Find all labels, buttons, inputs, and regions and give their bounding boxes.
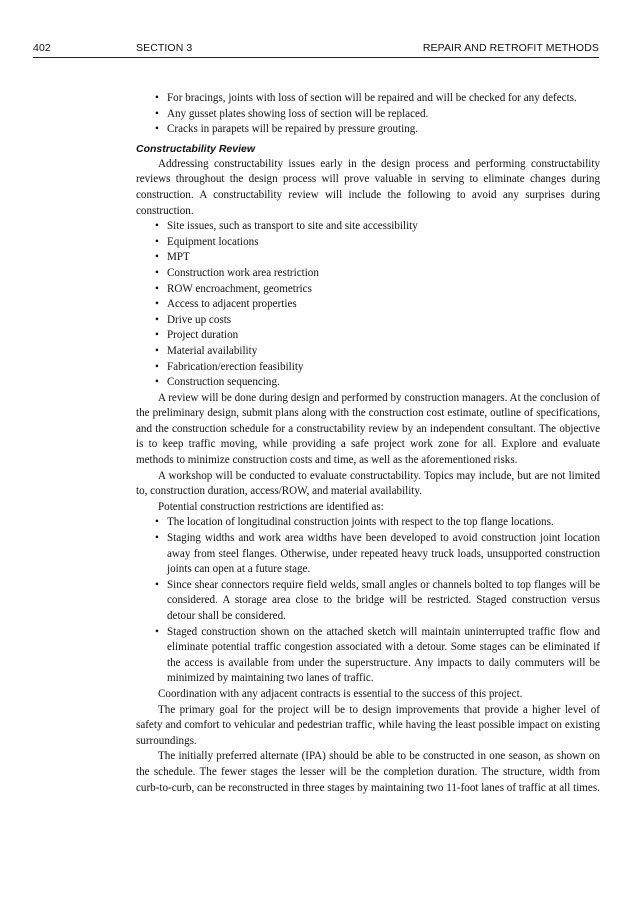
paragraph: Potential construction restrictions are identified as: (158, 500, 384, 513)
list-item: • Project duration (136, 328, 600, 344)
bullet-list-intro (136, 91, 600, 138)
bullet-icon: • (155, 578, 159, 591)
bullet-icon: • (155, 532, 159, 545)
bullet-icon: • (155, 376, 159, 389)
bullet-icon: • (155, 516, 159, 529)
bullet-icon: • (155, 313, 159, 326)
page-number: 402 (33, 42, 51, 54)
paragraph: A review will be done during design and performed by construction managers. At the conclusion of the preliminary design, submit plans along with the construction cost estimate, outline of specifications, and the construction schedule for a constructability review by an independent consultant. The objective is to keep traffic moving, while providing a safe project work zone for all. Explore and evaluate methods to minimize construction costs and time, as well as the aforementioned risks. (136, 391, 600, 467)
list-item: • MPT (136, 250, 600, 266)
list-item: • Access to adjacent properties (136, 297, 600, 313)
list-item: • Construction sequencing. (136, 375, 600, 391)
list-item: • Since shear connectors require field welds, small angles or channels bolted to top flanges will be considered. A storage area close to the bridge will be restricted. Staged construction versus detour shall be considered. (155, 578, 600, 622)
list-item: • Equipment locations (136, 235, 600, 251)
list-item: • The location of longitudinal construction joints with respect to the top flange locations. (136, 515, 600, 531)
bullet-icon: • (155, 344, 159, 357)
list-item: • For bracings, joints with loss of section will be repaired and will be checked for any defects. (136, 91, 600, 107)
bullet-icon: • (155, 329, 159, 342)
bullet-icon: • (155, 92, 159, 104)
chapter-title: REPAIR AND RETROFIT METHODS (422, 42, 599, 54)
paragraph: The primary goal for the project will be to design improvements that provide a higher level of safety and comfort to vehicular and pedestrian traffic, while having the least possible impact on existing surroundings. (136, 703, 600, 747)
running-header (33, 42, 599, 58)
body-text (136, 91, 600, 796)
list-item: • Cracks in parapets will be repaired by pressure grouting. (136, 122, 600, 138)
bullet-icon: • (155, 107, 159, 120)
bullet-icon: • (155, 235, 159, 248)
bullet-icon: • (155, 123, 159, 136)
list-item: • Staged construction shown on the attached sketch will maintain uninterrupted traffic flow and eliminate potential traffic congestion associated with a detour. Some stages can be eliminated if the access is available from under the superstructure. Any impacts to daily commuters will be minimized by maintaining two lanes of traffic. (155, 625, 600, 685)
list-item: • ROW encroachment, geometrics (136, 282, 600, 298)
bullet-list-review (136, 219, 600, 391)
bullet-list-restrictions (136, 515, 600, 687)
list-item: • Material availability (136, 344, 600, 360)
paragraph: The initially preferred alternate (IPA) should be able to be constructed in one season, as shown on the schedule. The fewer stages the lesser will be the completion duration. The structure, width from curb-to-curb, can be reconstructed in three stages by maintaining two 11-foot lanes of traffic at all times. (136, 750, 600, 794)
list-item: • Construction work area restriction (136, 266, 600, 282)
paragraph: Coordination with any adjacent contracts is essential to the success of this project. (158, 687, 523, 700)
list-item: • Fabrication/erection feasibility (136, 360, 600, 376)
bullet-icon: • (155, 625, 159, 638)
bullet-icon: • (155, 282, 159, 295)
subheading: Constructability Review (136, 142, 256, 155)
paragraph: Addressing constructability issues early in the design process and performing constructability reviews throughout the design process will prove valuable in serving to eliminate changes during construction. A constructability review will include the following to avoid any surprises during construction. (136, 157, 600, 217)
section-label: SECTION 3 (136, 42, 193, 54)
bullet-icon: • (155, 298, 159, 311)
bullet-icon: • (155, 266, 159, 279)
header-rule (33, 57, 599, 58)
bullet-icon: • (155, 360, 159, 373)
list-item: • Any gusset plates showing loss of section will be replaced. (136, 107, 600, 123)
bullet-icon: • (155, 251, 159, 264)
list-item: • Drive up costs (136, 313, 600, 329)
bullet-icon: • (155, 220, 159, 233)
paragraph: A workshop will be conducted to evaluate constructability. Topics may include, but are not limited to, construction duration, access/ROW, and material availability. (136, 469, 600, 498)
list-item: • Site issues, such as transport to site and site accessibility (136, 219, 600, 235)
list-item: • Staging widths and work area widths have been developed to avoid construction joint location away from steel flanges. Otherwise, under repeated heavy truck loads, unsupported construction joints can open at a future stage. (155, 532, 600, 576)
